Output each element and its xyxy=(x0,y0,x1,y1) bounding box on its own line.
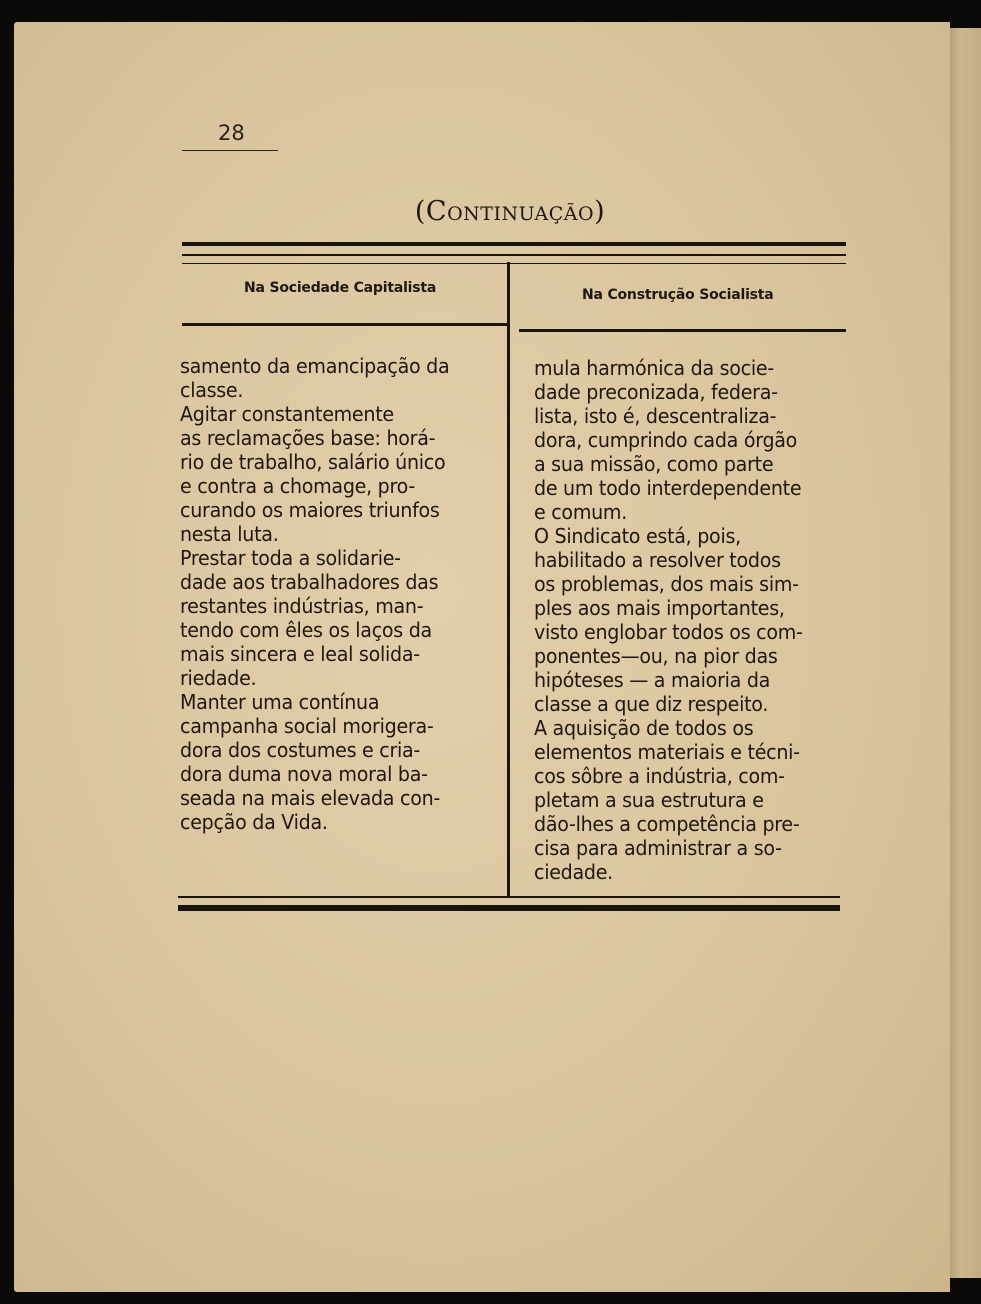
text-line: samento da emancipação da xyxy=(180,354,450,378)
text-line: ciedade. xyxy=(534,860,613,884)
top-rule-thick xyxy=(182,242,846,246)
bottom-rule-thin xyxy=(178,896,840,898)
left-header-rule xyxy=(182,323,507,326)
text-line: classe a que diz respeito. xyxy=(534,692,769,716)
text-line: Prestar toda a solidarie- xyxy=(180,546,401,570)
text-line: ples aos mais importantes, xyxy=(534,596,785,620)
text-line: A aquisição de todos os xyxy=(534,716,754,740)
text-line: hipóteses — a maioria da xyxy=(534,668,771,692)
left-column-header: Na Sociedade Capitalista xyxy=(244,280,437,296)
text-line: cisa para administrar a so- xyxy=(534,836,782,860)
text-line: O Sindicato está, pois, xyxy=(534,524,741,548)
page-number-rule xyxy=(182,150,278,151)
text-line: de um todo interdependente xyxy=(534,476,802,500)
text-line: curando os maiores triunfos xyxy=(180,498,440,522)
text-line: cos sôbre a indústria, com- xyxy=(534,764,785,788)
column-divider xyxy=(507,262,510,898)
text-line: restantes indústrias, man- xyxy=(180,594,424,618)
text-line: dora dos costumes e cria- xyxy=(180,738,421,762)
top-rule-hairline xyxy=(182,263,846,264)
page-number: 28 xyxy=(218,121,245,145)
text-line: os problemas, dos mais sim- xyxy=(534,572,799,596)
text-line: dade preconizada, federa- xyxy=(534,380,778,404)
right-header-rule xyxy=(519,329,846,332)
text-line: a sua missão, como parte xyxy=(534,452,774,476)
text-line: as reclamações base: horá- xyxy=(180,426,436,450)
text-line: dora duma nova moral ba- xyxy=(180,762,428,786)
text-line: mula harmónica da socie- xyxy=(534,356,774,380)
text-line: lista, isto é, descentraliza- xyxy=(534,404,777,428)
text-line: e contra a chomage, pro- xyxy=(180,474,415,498)
text-line: dão-lhes a competência pre- xyxy=(534,812,800,836)
text-line: mais sincera e leal solida- xyxy=(180,642,420,666)
text-line: dora, cumprindo cada órgão xyxy=(534,428,798,452)
text-line: campanha social morigera- xyxy=(180,714,434,738)
text-line: e comum. xyxy=(534,500,627,524)
text-line: cepção da Vida. xyxy=(180,810,328,834)
bottom-rule-thick xyxy=(178,905,840,911)
text-line: pletam a sua estrutura e xyxy=(534,788,764,812)
text-line: dade aos trabalhadores das xyxy=(180,570,439,594)
right-column-header: Na Construção Socialista xyxy=(582,287,774,303)
text-line: Agitar constantemente xyxy=(180,402,394,426)
text-line: elementos materiais e técni- xyxy=(534,740,800,764)
text-line: Manter uma contínua xyxy=(180,690,380,714)
text-line: seada na mais elevada con- xyxy=(180,786,440,810)
text-line: rio de trabalho, salário único xyxy=(180,450,446,474)
text-line: tendo com êles os laços da xyxy=(180,618,432,642)
text-line: classe. xyxy=(180,378,244,402)
text-line: visto englobar todos os com- xyxy=(534,620,803,644)
top-rule-thin xyxy=(182,254,846,256)
text-line: nesta luta. xyxy=(180,522,279,546)
text-line: ponentes—ou, na pior das xyxy=(534,644,778,668)
section-title: (Continuação) xyxy=(414,196,606,227)
text-line: habilitado a resolver todos xyxy=(534,548,781,572)
right-column-text xyxy=(534,356,803,884)
text-line: riedade. xyxy=(180,666,257,690)
left-column-text xyxy=(180,354,449,834)
